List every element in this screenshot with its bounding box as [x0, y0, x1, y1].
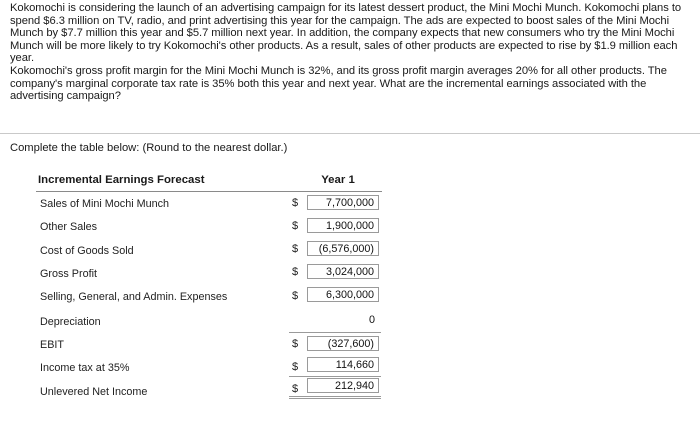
problem-paragraph-1: Kokomochi is considering the launch of an advertising campaign for its latest dessert product, the Mini Mochi Munch. Kokomochi plans to spend $6.3 million on TV, radio, and print advertising this year for the campaign. The ads are expected to boost sales of the Mini Mochi Munch by $7.7 million this year and $5.7 million next year. In addition, the company expects that new consumers who try the Mini Mochi Munch will be more likely to try Kokomochi's other products. As a result, sales of other products are expected to rise by $1.9 million each year.: [10, 2, 682, 65]
row-label-sga: Selling, General, and Admin. Expenses: [40, 291, 228, 303]
table-header-label: Incremental Earnings Forecast: [38, 174, 205, 186]
input-income-tax[interactable]: 114,660: [307, 357, 379, 372]
row-label-cogs: Cost of Goods Sold: [40, 245, 134, 257]
header-rule: [36, 191, 382, 192]
row-label-sales-mini-mochi: Sales of Mini Mochi Munch: [40, 198, 170, 210]
row-label-ebit: EBIT: [40, 339, 64, 351]
row-label-gross-profit: Gross Profit: [40, 268, 97, 280]
dollar-sign: $: [292, 338, 299, 350]
row-label-depreciation: Depreciation: [40, 316, 101, 328]
row-label-income-tax: Income tax at 35%: [40, 362, 130, 374]
input-unlevered-net-income[interactable]: 212,940: [307, 378, 379, 393]
dollar-sign: $: [292, 266, 299, 278]
dollar-sign: $: [292, 361, 299, 373]
value-depreciation: 0: [368, 314, 375, 326]
input-ebit[interactable]: (327,600): [307, 336, 379, 351]
row-label-other-sales: Other Sales: [40, 221, 98, 233]
instruction-text: Complete the table below:: [10, 142, 140, 154]
row-label-unlevered-net-income: Unlevered Net Income: [40, 386, 148, 398]
instruction-hint: (Round to the nearest dollar.): [142, 142, 288, 154]
total-double-rule: [289, 396, 381, 399]
input-sga[interactable]: 6,300,000: [307, 287, 379, 302]
dollar-sign: $: [292, 243, 299, 255]
input-sales-mini-mochi[interactable]: 7,700,000: [307, 195, 379, 210]
input-other-sales[interactable]: 1,900,000: [307, 218, 379, 233]
dollar-sign: $: [292, 220, 299, 232]
dollar-sign: $: [292, 197, 299, 209]
input-gross-profit[interactable]: 3,024,000: [307, 264, 379, 279]
dollar-sign: $: [292, 383, 299, 395]
table-header-year: Year 1: [321, 174, 355, 186]
problem-paragraph-2: Kokomochi's gross profit margin for the Mini Mochi Munch is 32%, and its gross profit margin averages 20% for all other products. The company's marginal corporate tax rate is 35% both this year and next year. What are the incremental earnings associated with the advertising campaign?: [10, 64, 667, 103]
dollar-sign: $: [292, 290, 299, 302]
input-cogs[interactable]: (6,576,000): [307, 241, 379, 256]
subtotal-rule: [289, 376, 381, 377]
subtotal-rule: [289, 332, 381, 333]
